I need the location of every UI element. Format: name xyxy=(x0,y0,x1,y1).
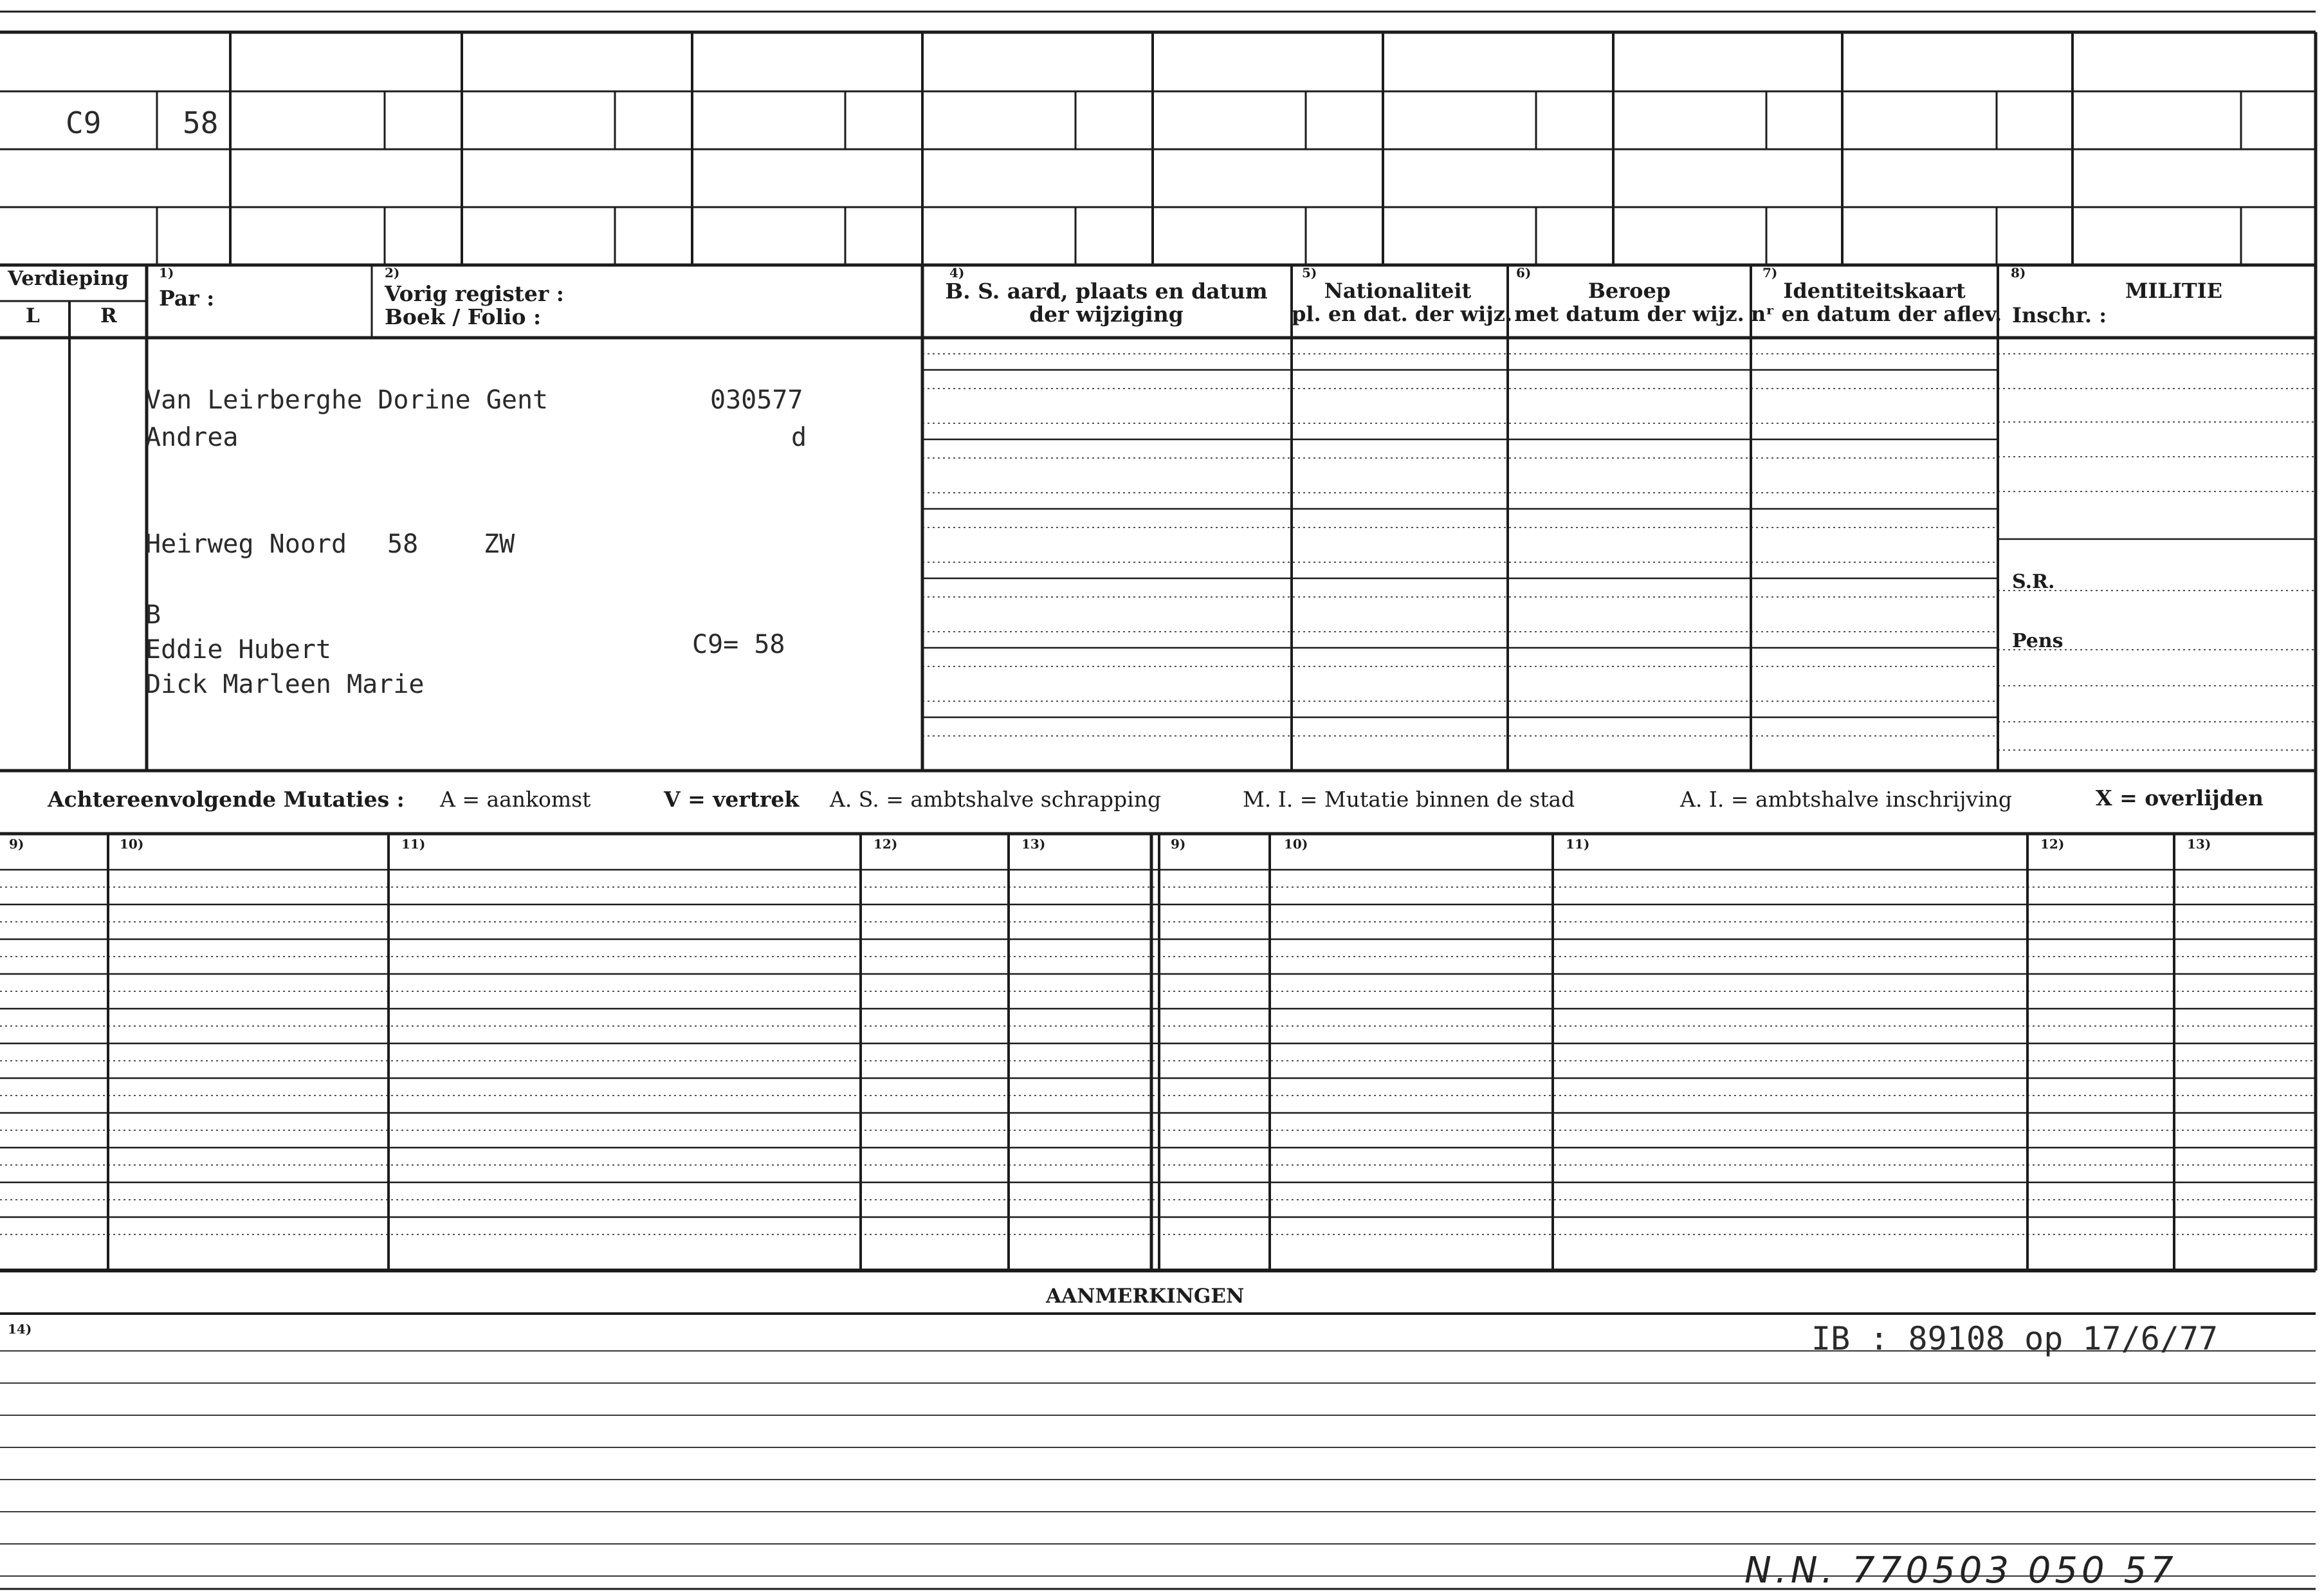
legend-mutatie-stad: M. I. = Mutatie binnen de stad xyxy=(1243,787,1575,812)
col6-label-1: Beroep xyxy=(1587,279,1671,303)
col7-label-2: nʳ en datum der aflev. xyxy=(1751,302,2002,326)
col2-number: 2) xyxy=(385,265,400,280)
legend-inschrijving: A. I. = ambtshalve inschrijving xyxy=(1680,787,2013,812)
house-number-box: 58 xyxy=(183,105,219,140)
col6-label-2: met datum der wijz. xyxy=(1514,302,1744,326)
mut-right-col9: 9) xyxy=(1171,836,1186,852)
mut-right-col11: 11) xyxy=(1566,836,1590,852)
col5-number: 5) xyxy=(1302,265,1317,280)
col7-number: 7) xyxy=(1762,265,1778,280)
wijk-code: C9 xyxy=(66,105,102,140)
militie-sr: S.R. xyxy=(2012,571,2055,593)
col4-number: 4) xyxy=(949,265,965,280)
legend-overlijden: X = overlijden xyxy=(2096,785,2264,811)
verdieping-left: L xyxy=(26,304,40,327)
col7-label-1: Identiteitskaart xyxy=(1783,279,1966,303)
sex-code: d xyxy=(791,423,807,452)
first-name: Andrea xyxy=(145,423,239,452)
mut-right-col10: 10) xyxy=(1284,836,1308,852)
mut-left-col13: 13) xyxy=(1021,836,1046,852)
aanmerkingen-title: AANMERKINGEN xyxy=(1046,1285,1245,1308)
militie-pens: Pens xyxy=(2012,630,2063,652)
mut-left-col12: 12) xyxy=(874,836,898,852)
household-marker: B xyxy=(145,600,161,630)
mut-left-col11: 11) xyxy=(401,836,426,852)
col8-number: 8) xyxy=(2011,265,2026,280)
col1-number: 1) xyxy=(159,265,174,280)
verdieping-right: R xyxy=(100,304,117,327)
father-name: Eddie Hubert xyxy=(145,635,331,665)
address-number: 58 xyxy=(387,529,419,559)
militie-title: MILITIE xyxy=(2125,279,2223,303)
register-reference: C9= 58 xyxy=(692,630,785,659)
col6-number: 6) xyxy=(1516,265,1532,280)
col2-label-1: Vorig register : xyxy=(385,281,564,306)
national-number: N.N. 770503 050 57 xyxy=(1744,1550,2177,1591)
mother-name: Dick Marleen Marie xyxy=(145,670,425,699)
col2-label-2: Boek / Folio : xyxy=(385,304,542,329)
mut-right-col12: 12) xyxy=(2040,836,2065,852)
address-street: Heirweg Noord xyxy=(145,529,347,559)
legend-aankomst: A = aankomst xyxy=(440,787,591,812)
mut-left-col9: 9) xyxy=(9,836,24,852)
col4-label-1: B. S. aard, plaats en datum xyxy=(945,279,1268,304)
legend-schrapping: A. S. = ambtshalve schrapping xyxy=(830,787,1162,812)
col5-label-1: Nationaliteit xyxy=(1324,279,1472,303)
verdieping-label: Verdieping xyxy=(8,267,129,290)
person-name: Van Leirberghe Dorine Gent xyxy=(145,385,549,415)
mut-right-col13: 13) xyxy=(2187,836,2211,852)
militie-inschr: Inschr. : xyxy=(2012,303,2107,327)
mutaties-title: Achtereenvolgende Mutaties : xyxy=(48,787,405,812)
legend-vertrek: V = vertrek xyxy=(664,787,800,812)
col5-label-2: pl. en dat. der wijz. xyxy=(1292,302,1513,326)
birth-code: 030577 xyxy=(710,385,803,415)
address-zone: ZW xyxy=(484,529,515,559)
col4-label-2: der wijziging xyxy=(1029,302,1184,327)
mut-left-col10: 10) xyxy=(120,836,144,852)
aanmerkingen-number: 14) xyxy=(8,1321,32,1337)
col1-label: Par : xyxy=(159,286,215,311)
ib-note: IB : 89108 op 17/6/77 xyxy=(1811,1320,2219,1357)
